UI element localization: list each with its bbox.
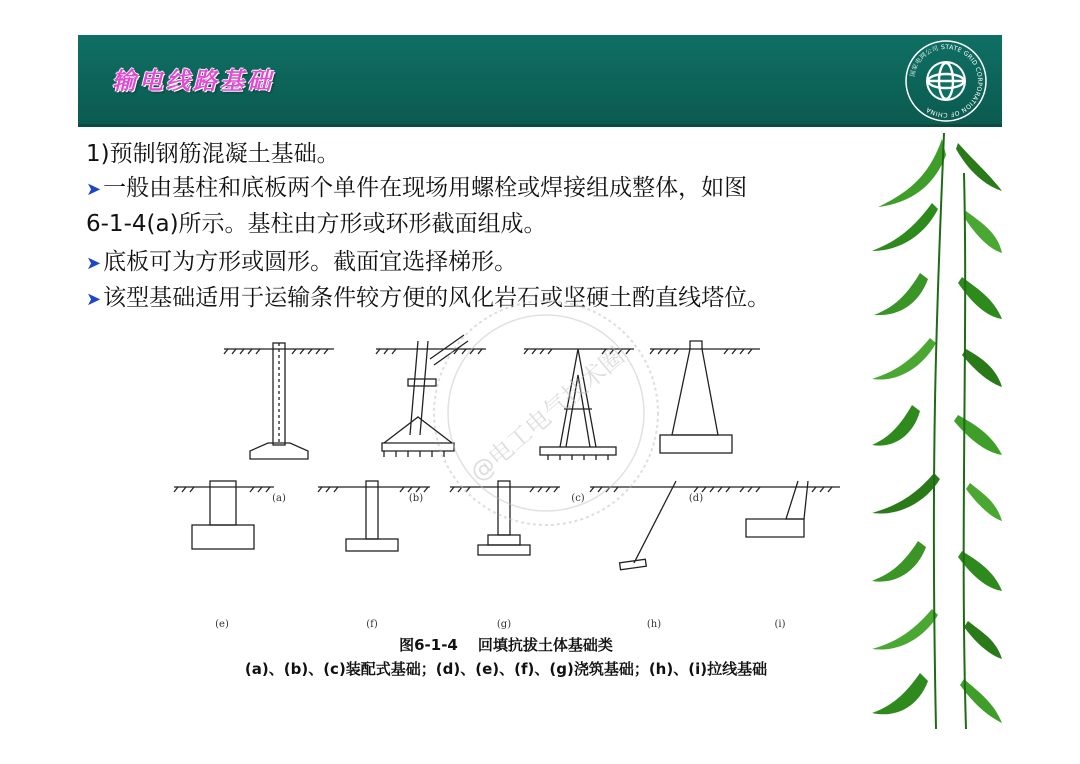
label-i: (i) <box>774 619 786 630</box>
label-b: (b) <box>408 493 424 504</box>
body-text <box>86 137 991 317</box>
slide <box>78 35 1002 729</box>
caption-line-1 <box>168 633 844 657</box>
label-f: (f) <box>366 619 378 630</box>
foundation-a <box>224 343 334 459</box>
triangle-right-icon: ➤ <box>86 289 102 310</box>
watermark-text: @电工电气技术圈 <box>464 342 630 487</box>
header-divider <box>78 124 1002 127</box>
label-c: (c) <box>571 493 585 504</box>
foundation-d <box>650 341 760 453</box>
foundation-i <box>740 481 840 537</box>
figure-caption <box>168 633 844 681</box>
label-e: (e) <box>215 619 229 630</box>
section-heading: 1)预制钢筋混凝土基础。 <box>86 141 340 167</box>
slide-header <box>78 35 1002 127</box>
label-a: (a) <box>272 493 286 504</box>
bullet-2-text: 底板可为方形或圆形。截面宜选择梯形。 <box>103 249 518 275</box>
foundation-figure <box>168 335 868 630</box>
foundation-e <box>174 481 274 549</box>
foundation-g <box>450 481 560 555</box>
bullet-1-line-1: 一般由基柱和底板两个单件在现场用螺栓或焊接组成整体，如图 <box>103 175 748 201</box>
bullet-3-text: 该型基础适用于运输条件较方便的风化岩石或坚硬土酌直线塔位。 <box>103 285 771 311</box>
header-title: 输电线路基础 <box>112 66 274 95</box>
state-grid-logo-icon <box>904 39 988 123</box>
foundation-f <box>318 481 430 551</box>
triangle-right-icon: ➤ <box>86 253 102 274</box>
foundation-b <box>376 335 486 457</box>
label-h: (h) <box>646 619 662 630</box>
label-g: (g) <box>496 619 512 630</box>
caption-line-2: (a)、(b)、(c)装配式基础；(d)、(e)、(f)、(g)浇筑基础；(h)、(i)拉线基础 <box>244 660 768 678</box>
bullet-item-1-cont: 6-1-4(a)所示。基柱由方形或环形截面组成。 <box>86 211 547 237</box>
foundation-h <box>590 481 740 570</box>
foundation-c <box>524 349 634 460</box>
triangle-right-icon: ➤ <box>86 179 102 200</box>
bullet-item-1 <box>86 171 991 207</box>
caption-title: 回填抗拔土体基础类 <box>477 636 613 654</box>
caption-number: 图6-1-4 <box>399 636 458 654</box>
bullet-item-2 <box>86 245 991 281</box>
label-d: (d) <box>688 493 704 504</box>
bullet-item-3 <box>86 281 991 317</box>
svg-text:国家电网公司 STATE GRID CORPORATION: 国家电网公司 STATE GRID CORPORATION OF CHINA <box>909 43 984 119</box>
